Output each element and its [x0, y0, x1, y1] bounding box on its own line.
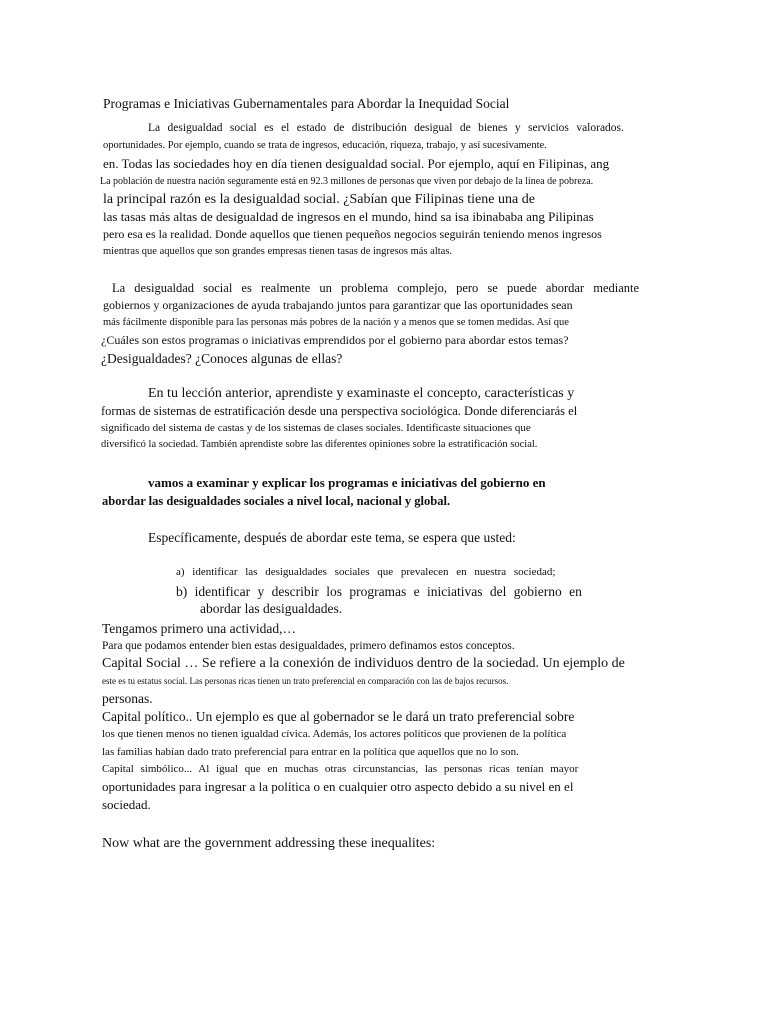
expectation-text: Específicamente, después de abordar este tema, se espera que usted:	[148, 530, 516, 545]
concepts-intro: Para que podamos entender bien estas desigualdades, primero definamos estos conceptos.	[102, 640, 515, 652]
para2-line-1: La desigualdad social es realmente un problema complejo, pero se puede abordar mediante	[112, 281, 640, 295]
word: el	[281, 122, 290, 134]
capital-social-line-1: Capital Social … Se refiere a la conexión de individuos dentro de la sociedad. Un ejemplo de	[102, 656, 625, 671]
word: de	[459, 122, 471, 134]
word: y	[514, 122, 521, 134]
capital-politico-line-2: los que tienen menos no tienen igualdad cívica. Además, los actores políticos que provienen de la política	[102, 728, 567, 740]
objective-line-1: vamos a examinar y explicar los programas e iniciativas del gobierno en	[148, 475, 546, 490]
para1-line-2: oportunidades. Por ejemplo, cuando se trata de ingresos, educación, riqueza, trabajo, y así sucesivamente.	[103, 140, 547, 151]
word: social	[229, 122, 257, 134]
word: La	[148, 122, 161, 134]
para2-line-5: ¿Desigualdades? ¿Conoces algunas de ellas?	[101, 351, 343, 366]
word: desigualdad	[167, 122, 223, 134]
capital-politico-line-1: Capital político.. Un ejemplo es que al gobernador se le dará un trato preferencial sobre	[102, 709, 575, 724]
para2-line-4: ¿Cuáles son estos programas o iniciativas emprendidos por el gobierno para abordar estos temas?	[101, 333, 569, 347]
word: desigual	[414, 122, 453, 134]
para3-line-2: formas de sistemas de estratificación desde una perspectiva sociológica. Donde diferenciarás el	[101, 404, 578, 418]
list-item-a: a) identificar las desigualdades sociales que prevalecen en nuestra sociedad;	[176, 566, 556, 578]
document-title: Programas e Iniciativas Gubernamentales para Abordar la Inequidad Social	[103, 96, 510, 111]
word: bienes	[478, 122, 508, 134]
word: de	[333, 122, 345, 134]
objective-line-2: abordar las desigualdades sociales a nivel local, nacional y global.	[102, 494, 451, 508]
para3-line-3: significado del sistema de castas y de los sistemas de clases sociales. Identificaste situaciones que	[101, 422, 531, 434]
para1-line-7: pero esa es la realidad. Donde aquellos que tienen pequeños negocios seguirán teniendo menos ingresos	[103, 227, 602, 241]
para1-line-4: La población de nuestra nación seguramente está en 92.3 millones de personas que viven por debajo de la línea de pobreza.	[100, 176, 594, 187]
para3-line-1: En tu lección anterior, aprendiste y examinaste el concepto, características y	[148, 386, 575, 401]
list-item-b-line-1: b) identificar y describir los programas e iniciativas del gobierno en	[176, 584, 582, 599]
word: estado	[296, 122, 327, 134]
para1-line-8: mientras que aquellos que son grandes empresas tienen tasas de ingresos más altas.	[103, 246, 453, 257]
list-item-b-line-2: abordar las desigualdades.	[200, 601, 343, 616]
capital-simbolico-line-3: sociedad.	[102, 797, 151, 812]
para3-line-4: diversificó la sociedad. También aprendiste sobre las diferentes opiniones sobre la estratificación social.	[101, 439, 538, 450]
capital-social-line-3: personas.	[102, 691, 153, 706]
para2-line-2: gobiernos y organizaciones de ayuda trabajando juntos para garantizar que las oportunidades sean	[103, 298, 573, 312]
word: servicios	[528, 122, 569, 134]
para2-line-3: más fácilmente disponible para las personas más pobres de la nación y a menos que se tomen medidas. Así que	[103, 317, 569, 328]
para1-line-3: en. Todas las sociedades hoy en día tienen desigualdad social. Por ejemplo, aquí en Filipinas, ang	[103, 156, 610, 171]
capital-simbolico-line-1: Capital simbólico... Al igual que en muchas otras circunstancias, las personas ricas tenían mayor	[102, 763, 579, 775]
word: es	[264, 122, 274, 134]
capital-simbolico-line-2: oportunidades para ingresar a la política o en cualquier otro aspecto debido a su nivel en el	[102, 779, 574, 794]
para1-line-6: las tasas más altas de desigualdad de ingresos en el mundo, hind sa isa ibinababa ang Pilipinas	[103, 209, 594, 224]
closing-question: Now what are the government addressing these inequalites:	[102, 836, 436, 851]
capital-politico-line-3: las familias habían dado trato preferencial para entrar en la política que aquellos que no lo son.	[102, 746, 519, 758]
word: distribución	[351, 122, 407, 134]
activity-text: Tengamos primero una actividad,…	[102, 621, 296, 636]
word: valorados.	[576, 122, 624, 134]
capital-social-line-2: este es tu estatus social. Las personas ricas tienen un trato preferencial en comparación con las de bajos recursos.	[102, 676, 509, 686]
para1-line-1	[148, 122, 624, 135]
para1-line-5: la principal razón es la desigualdad social. ¿Sabían que Filipinas tiene una de	[103, 192, 535, 207]
